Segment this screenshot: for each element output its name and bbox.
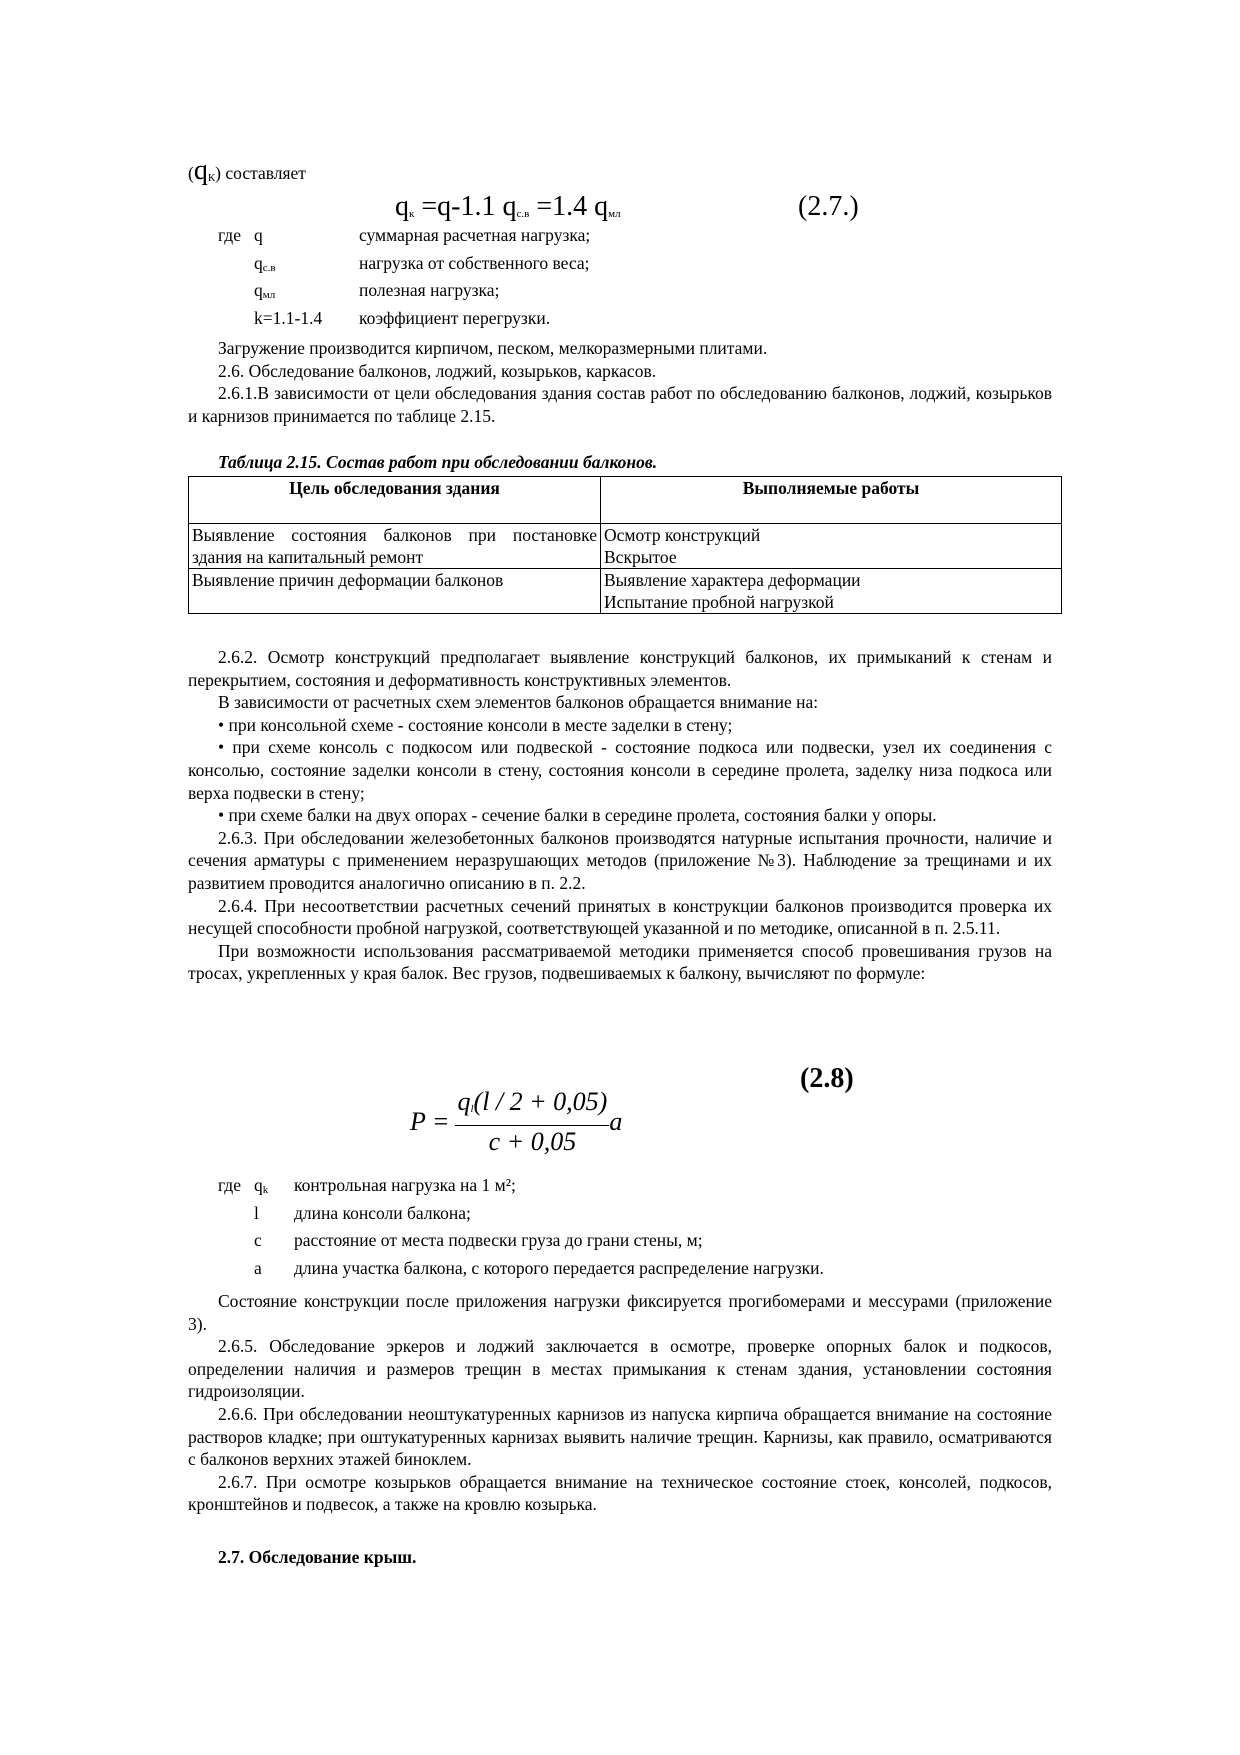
paragraph: При возможности использования рассматриваемой методики применяется способ провешивания грузов на тросах, укрепленных у края балок. Вес грузов, подвешиваемых к балкону, вычисляют по формуле:: [188, 940, 1052, 984]
denominator: c + 0,05: [488, 1127, 577, 1156]
where-desc: контрольная нагрузка на 1 м²;: [294, 1175, 516, 1195]
table-row: [189, 524, 1062, 569]
f-lhs: P =: [410, 1106, 450, 1136]
where-item: [218, 1257, 1082, 1285]
paragraph: • при схеме балки на двух опорах - сечение балки в середине пролета, состояния балки у опоры.: [218, 805, 937, 826]
formula-number: (2.7.): [798, 191, 859, 222]
paragraph: 2.6.2. Осмотр конструкций предполагает выявление конструкций балконов, их примыканий к стенам и перекрытием, состояния и деформативность конструктивных элементов.: [188, 647, 1052, 690]
where-item: [218, 279, 1082, 307]
intro-line: $(q_К)$ составляет: [188, 155, 306, 186]
f-part: q: [395, 191, 409, 222]
work-item: Вскрытое: [604, 547, 677, 567]
where-desc: нагрузка от собственного веса;: [359, 252, 590, 273]
f-sub: с.в: [516, 208, 530, 220]
symbol: k=1.1-1.4: [254, 307, 323, 328]
where-item: [218, 1174, 1082, 1202]
formula-number: (2.8): [800, 1063, 854, 1094]
goal-text: Выявление причин деформации балконов: [192, 570, 504, 590]
subscript: мл: [262, 289, 276, 302]
paragraph: • при консольной схеме - состояние консоли в месте заделки в стену;: [218, 714, 733, 735]
cell-goal: [189, 524, 601, 569]
where-symbol: [254, 307, 359, 335]
paragraph: Загружение производится кирпичом, песком, мелкоразмерными плитами.: [218, 338, 768, 358]
f-sub: l: [470, 1103, 474, 1115]
paragraph: 2.6.3. При обследовании железобетонных балконов производятся натурные испытания прочности, наличие и сечения арматуры с применением неразрушающих методов (приложение №3). Наблюдение за трещинами и их развитием проводится аналогично описанию в п. 2.2.: [188, 827, 1052, 893]
table-caption: [188, 451, 1052, 474]
f-part: (l / 2 + 0,05): [473, 1087, 608, 1116]
paragraphs-3: [188, 1290, 1052, 1516]
heading-text: 2.7. Обследование крыш.: [218, 1547, 417, 1567]
f-sub: к: [409, 208, 415, 220]
where-prefix: [218, 252, 254, 280]
where-prefix: где: [218, 1175, 241, 1195]
where-prefix: [218, 1257, 254, 1285]
symbol: q: [193, 155, 208, 186]
where-desc: коэффициент перегрузки.: [359, 307, 551, 328]
symbol: q: [254, 225, 263, 245]
f-mult: a: [609, 1106, 623, 1136]
symbol: q: [254, 1175, 263, 1195]
header-goal: Цель обследования здания: [189, 477, 601, 524]
subscript: k: [262, 1184, 269, 1196]
work-item: Испытание пробной нагрузкой: [604, 592, 834, 612]
paragraph: 2.6.4. При несоответствии расчетных сечений принятых в конструкции балконов производится проверка их несущей способности пробной нагрузкой, соответствующей указанной и по методике, описанной в п. 2.5.11.: [188, 895, 1052, 939]
where-list-2-7: [218, 224, 1082, 334]
numerator: [455, 1086, 609, 1126]
where-prefix: где: [218, 225, 241, 245]
section-heading: [188, 1546, 1052, 1569]
header-works: Выполняемые работы: [601, 477, 1062, 524]
where-prefix: [218, 1202, 254, 1230]
paragraphs-2: [188, 646, 1052, 985]
f-part: q: [457, 1087, 471, 1116]
where-symbol: [254, 252, 359, 280]
where-desc: расстояние от места подвески груза до грани стены, м;: [294, 1230, 703, 1251]
where-prefix: [218, 307, 254, 335]
cell-works: [601, 569, 1062, 614]
where-symbol: [254, 1174, 294, 1202]
where-symbol: [254, 1202, 294, 1230]
f-part: =q-1.1 q: [414, 191, 517, 222]
paragraph: В зависимости от расчетных схем элементов балконов обращается внимание на:: [218, 692, 819, 713]
paragraph: 2.6.1.В зависимости от цели обследования здания состав работ по обследованию балконов, лоджий, козырьков и карнизов принимается по таблице 2.15.: [188, 383, 1052, 426]
where-desc: суммарная расчетная нагрузка;: [359, 225, 591, 245]
where-item: [218, 1202, 1082, 1230]
formula-2-8: [188, 1062, 1052, 1172]
caption-text: Таблица 2.15. Состав работ при обследовании балконов.: [218, 452, 658, 472]
paragraph: 2.6.7. При осмотре козырьков обращается внимание на техническое состояние стоек, консолей, подкосов, кронштейнов и подвесок, а также на кровлю козырька.: [188, 1471, 1052, 1515]
where-prefix: [218, 1229, 254, 1257]
where-desc: длина участка балкона, с которого передается распределение нагрузки.: [294, 1257, 824, 1278]
goal-text: Выявление состояния балконов при постановке здания на капитальный ремонт: [192, 525, 597, 567]
cell-works: [601, 524, 1062, 569]
cell-goal: [189, 569, 601, 614]
subscript: К: [207, 172, 216, 184]
where-symbol: [254, 224, 359, 252]
where-item: [218, 307, 1082, 335]
where-item: [218, 1229, 1082, 1257]
paragraph: 2.6. Обследование балконов, лоджий, козырьков, каркасов.: [218, 360, 657, 381]
work-item: Осмотр конструкций: [604, 525, 761, 545]
work-item: Выявление характера деформации: [604, 570, 861, 590]
where-item: [218, 252, 1082, 280]
fraction: [455, 1086, 609, 1158]
symbol: а: [254, 1257, 262, 1278]
where-desc: длина консоли балкона;: [294, 1202, 471, 1223]
paragraph: 2.6.6. При обследовании неоштукатуренных карнизов из напуска кирпича обращается внимание на состояние растворов кладке; при оштукатуренных карнизах выявить наличие трещин. Карнизы, как правило, осматриваются с балконов верхних этажей биноклем.: [188, 1403, 1052, 1470]
where-desc: полезная нагрузка;: [359, 280, 500, 301]
table-row: [189, 569, 1062, 614]
works-table: [188, 476, 1052, 614]
symbol: l: [254, 1202, 259, 1223]
symbol: q: [254, 280, 263, 301]
symbol: q: [254, 252, 263, 273]
where-symbol: [254, 1229, 294, 1257]
where-prefix: [218, 279, 254, 307]
f-part: =1.4 q: [529, 191, 609, 222]
f-sub: мл: [608, 208, 621, 220]
where-symbol: [254, 1257, 294, 1285]
where-item: [218, 224, 1082, 252]
paragraph: 2.6.5. Обследование эркеров и лоджий заключается в осмотре, проверке опорных балок и подкосов, определении наличия и размеров трещин в местах примыкания к стенам здания, установлении состояния гидроизоляции.: [188, 1336, 1052, 1402]
paragraph: • при схеме консоль с подкосом или подвеской - состояние подкоса или подвески, узел их соединения с консолью, состояние заделки консоли в стену, состояния консоли в середине пролета, заделку низа подкоса или верха подвески в стену;: [188, 737, 1052, 803]
subscript: с.в: [262, 261, 276, 274]
paragraphs-1: [188, 337, 1052, 427]
where-list-2-8: [218, 1174, 1082, 1284]
symbol: с: [254, 1230, 262, 1251]
table-header-row: [189, 477, 1062, 524]
paragraph: Состояние конструкции после приложения нагрузки фиксируется прогибомерами и мессурами (приложение 3).: [188, 1291, 1052, 1334]
intro-text: ) составляет: [215, 163, 306, 183]
where-symbol: [254, 279, 359, 307]
